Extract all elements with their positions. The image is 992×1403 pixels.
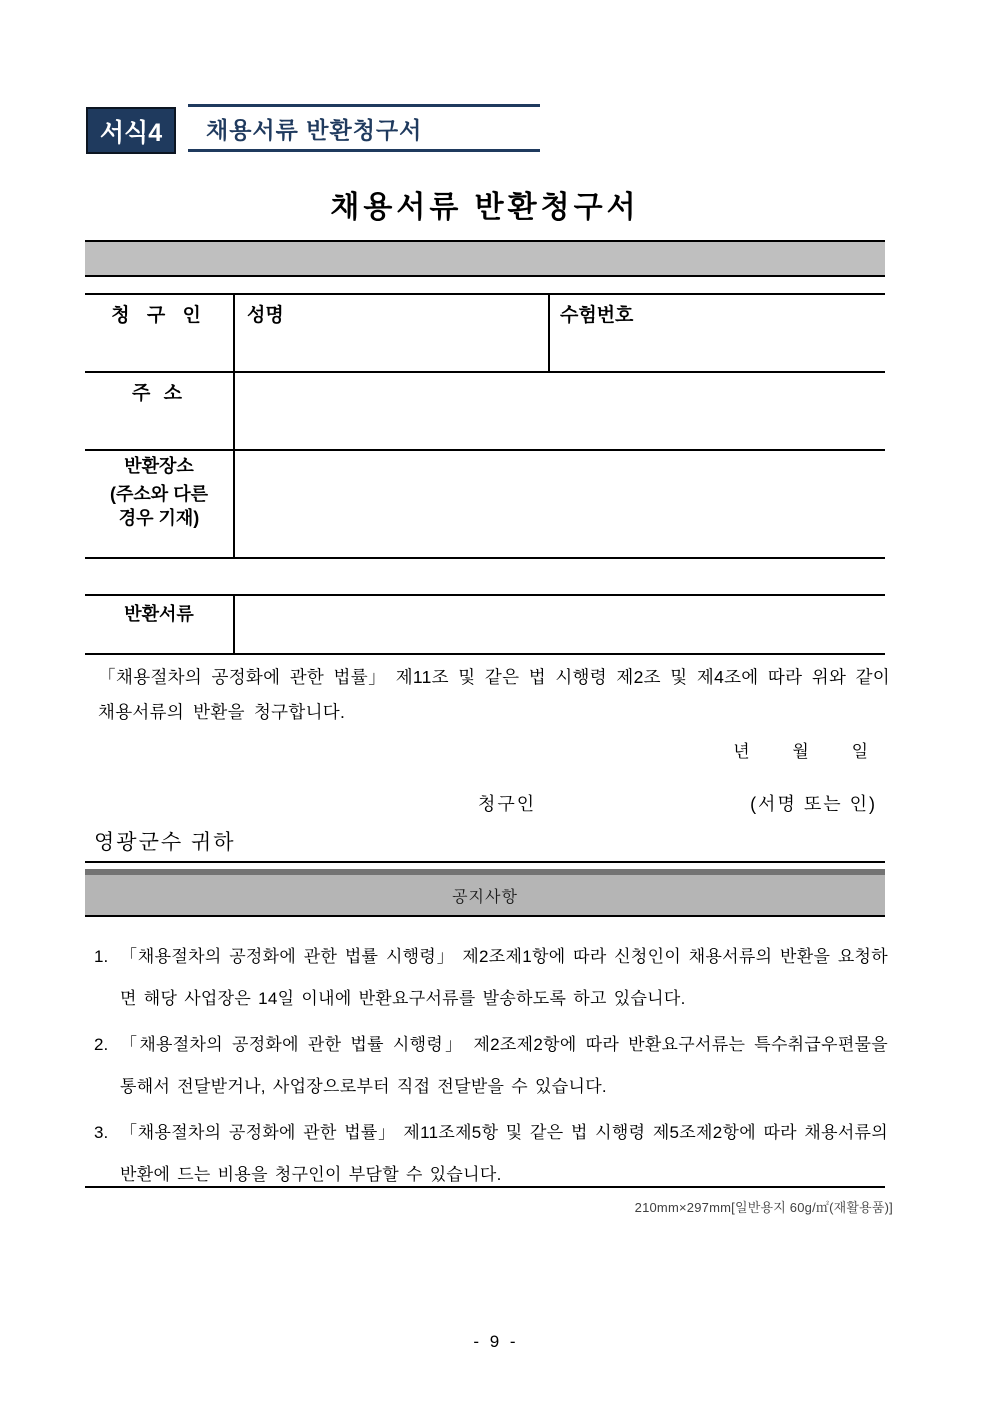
header-rule-top <box>188 104 540 107</box>
header-label: 채용서류 반환청구서 <box>206 117 423 143</box>
name-field-label: 성명 <box>247 305 284 326</box>
paper-spec-note: 210mm×297mm[일반용지 60g/㎡(재활용품)] <box>634 1200 893 1215</box>
document-title: 채용서류 반환청구서 <box>330 191 640 224</box>
notice-header-band <box>85 869 885 917</box>
retdocs-border-bottom <box>85 653 885 655</box>
return-place-label <box>85 454 233 530</box>
notice-item-number: 2. <box>94 1035 109 1054</box>
notice-item <box>94 1112 888 1196</box>
exam-number-input-area <box>550 320 885 370</box>
notice-item-number: 3. <box>94 1123 109 1142</box>
header-rule-bottom <box>188 149 540 152</box>
page-number: - 9 - <box>473 1332 519 1351</box>
form-code-badge: 서식4 <box>86 107 176 154</box>
signer-label: 청구인 <box>478 794 537 814</box>
gray-band <box>85 240 885 277</box>
table-border-top <box>85 293 885 295</box>
return-place-line-2: (주소와 다른 <box>110 484 208 504</box>
notice-header-label: 공지사항 <box>452 888 518 906</box>
notice-item <box>94 1024 888 1108</box>
notice-item-text: 「채용절차의 공정화에 관한 법률」 제11조제5항 및 같은 법 시행령 제5조제2항에 따라 채용서류의 반환에 드는 비용을 청구인이 부담할 수 있습니다. <box>120 1123 888 1184</box>
return-place-input-area <box>235 451 885 557</box>
signature-section-rule <box>85 861 885 863</box>
return-documents-input-area <box>235 596 885 653</box>
notice-item-text: 「채용절차의 공정화에 관한 법률 시행령」 제2조제2항에 따라 반환요구서류는 특수취급우편물을 통해서 전달받거나, 사업장으로부터 직접 전달받을 수 있습니다. <box>120 1035 888 1096</box>
notice-item-text: 「채용절차의 공정화에 관한 법률 시행령」 제2조제1항에 따라 신청인이 채용서류의 반환을 요청하면 해당 사업장은 14일 이내에 반환요구서류를 발송하도록 하고 있습니다. <box>120 947 888 1008</box>
applicant-label: 청 구 인 <box>111 305 207 326</box>
exam-number-field-label: 수험번호 <box>560 305 634 326</box>
return-place-line-3: 경우 기재) <box>118 508 200 528</box>
name-input-area <box>235 320 548 370</box>
date-line: 년 월 일 <box>733 742 870 761</box>
notice-item-number: 1. <box>94 947 109 966</box>
return-place-line-1: 반환장소 <box>124 456 194 476</box>
return-documents-label: 반환서류 <box>124 604 194 624</box>
recipient-line: 영광군수 귀하 <box>94 831 236 854</box>
notice-list <box>94 936 888 1200</box>
table-border-bottom <box>85 557 885 559</box>
notice-item <box>94 936 888 1020</box>
footer-rule <box>85 1186 885 1188</box>
address-input-area <box>235 373 885 447</box>
address-label: 주 소 <box>132 383 186 404</box>
signature-note: (서명 또는 인) <box>750 794 877 814</box>
statement-text: 「채용절차의 공정화에 관한 법률」 제11조 및 같은 법 시행령 제2조 및 제4조에 따라 위와 같이 채용서류의 반환을 청구합니다. <box>98 667 890 722</box>
